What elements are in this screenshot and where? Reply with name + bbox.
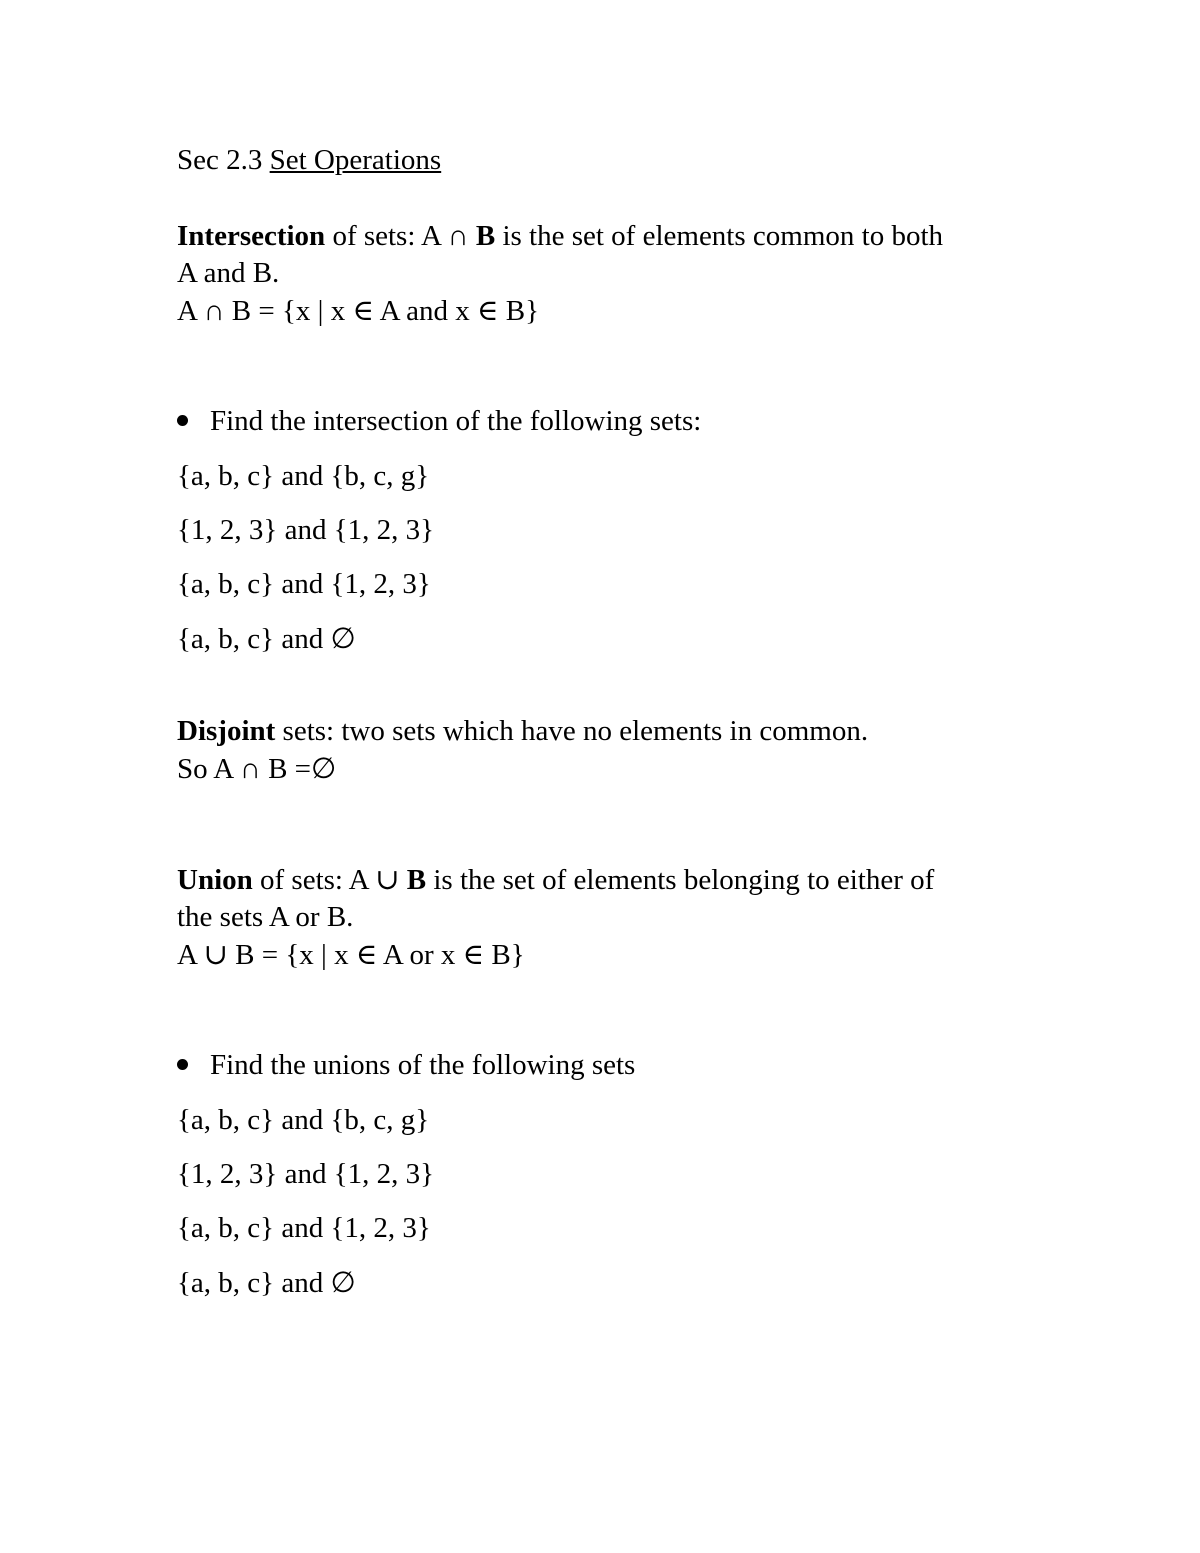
intersection-def-part1: of sets: A ∩: [325, 220, 476, 252]
intersection-def-part2: is the set of elements common to both: [495, 220, 944, 252]
union-def-part1: of sets: A ∪: [252, 864, 407, 896]
intersection-def-b: B: [475, 220, 496, 252]
union-prompt-item: [177, 1051, 635, 1080]
intersection-prompt: Find the intersection of the following sets:: [210, 405, 702, 437]
section-number: Sec 2.3: [177, 144, 263, 176]
union-definition-line2: the sets A or B.: [177, 901, 354, 933]
union-term: Union: [177, 864, 253, 896]
union-problem: {1, 2, 3} and {1, 2, 3}: [177, 1158, 435, 1190]
intersection-prompt-item: [177, 407, 701, 436]
intersection-term: Intersection: [177, 220, 326, 252]
disjoint-definition: [177, 717, 868, 746]
disjoint-def: sets: two sets which have no elements in common.: [275, 715, 869, 747]
union-problem: {a, b, c} and {1, 2, 3}: [177, 1212, 431, 1244]
union-problem: {a, b, c} and {b, c, g}: [177, 1104, 430, 1136]
union-def-part2: is the set of elements belonging to either of: [426, 864, 935, 896]
union-def-b: B: [406, 864, 427, 896]
union-formula: A ∪ B = {x | x ∈ A or x ∈ B}: [177, 939, 525, 971]
intersection-problem: {a, b, c} and {1, 2, 3}: [177, 568, 431, 600]
union-prompt: Find the unions of the following sets: [210, 1049, 636, 1081]
intersection-definition-line2: A and B.: [177, 257, 280, 289]
bullet-icon: [177, 1059, 188, 1070]
intersection-problem: {1, 2, 3} and {1, 2, 3}: [177, 514, 435, 546]
union-definition: [177, 866, 934, 895]
intersection-problem: {a, b, c} and {b, c, g}: [177, 460, 430, 492]
intersection-definition: [177, 222, 943, 251]
intersection-problem: {a, b, c} and ∅: [177, 623, 356, 655]
intersection-formula: A ∩ B = {x | x ∈ A and x ∈ B}: [177, 295, 540, 327]
bullet-icon: [177, 415, 188, 426]
section-title: Set Operations: [269, 144, 442, 176]
disjoint-term: Disjoint: [177, 715, 276, 747]
section-heading: [177, 146, 441, 175]
disjoint-line2: So A ∩ B =∅: [177, 753, 337, 785]
union-problem: {a, b, c} and ∅: [177, 1267, 356, 1299]
